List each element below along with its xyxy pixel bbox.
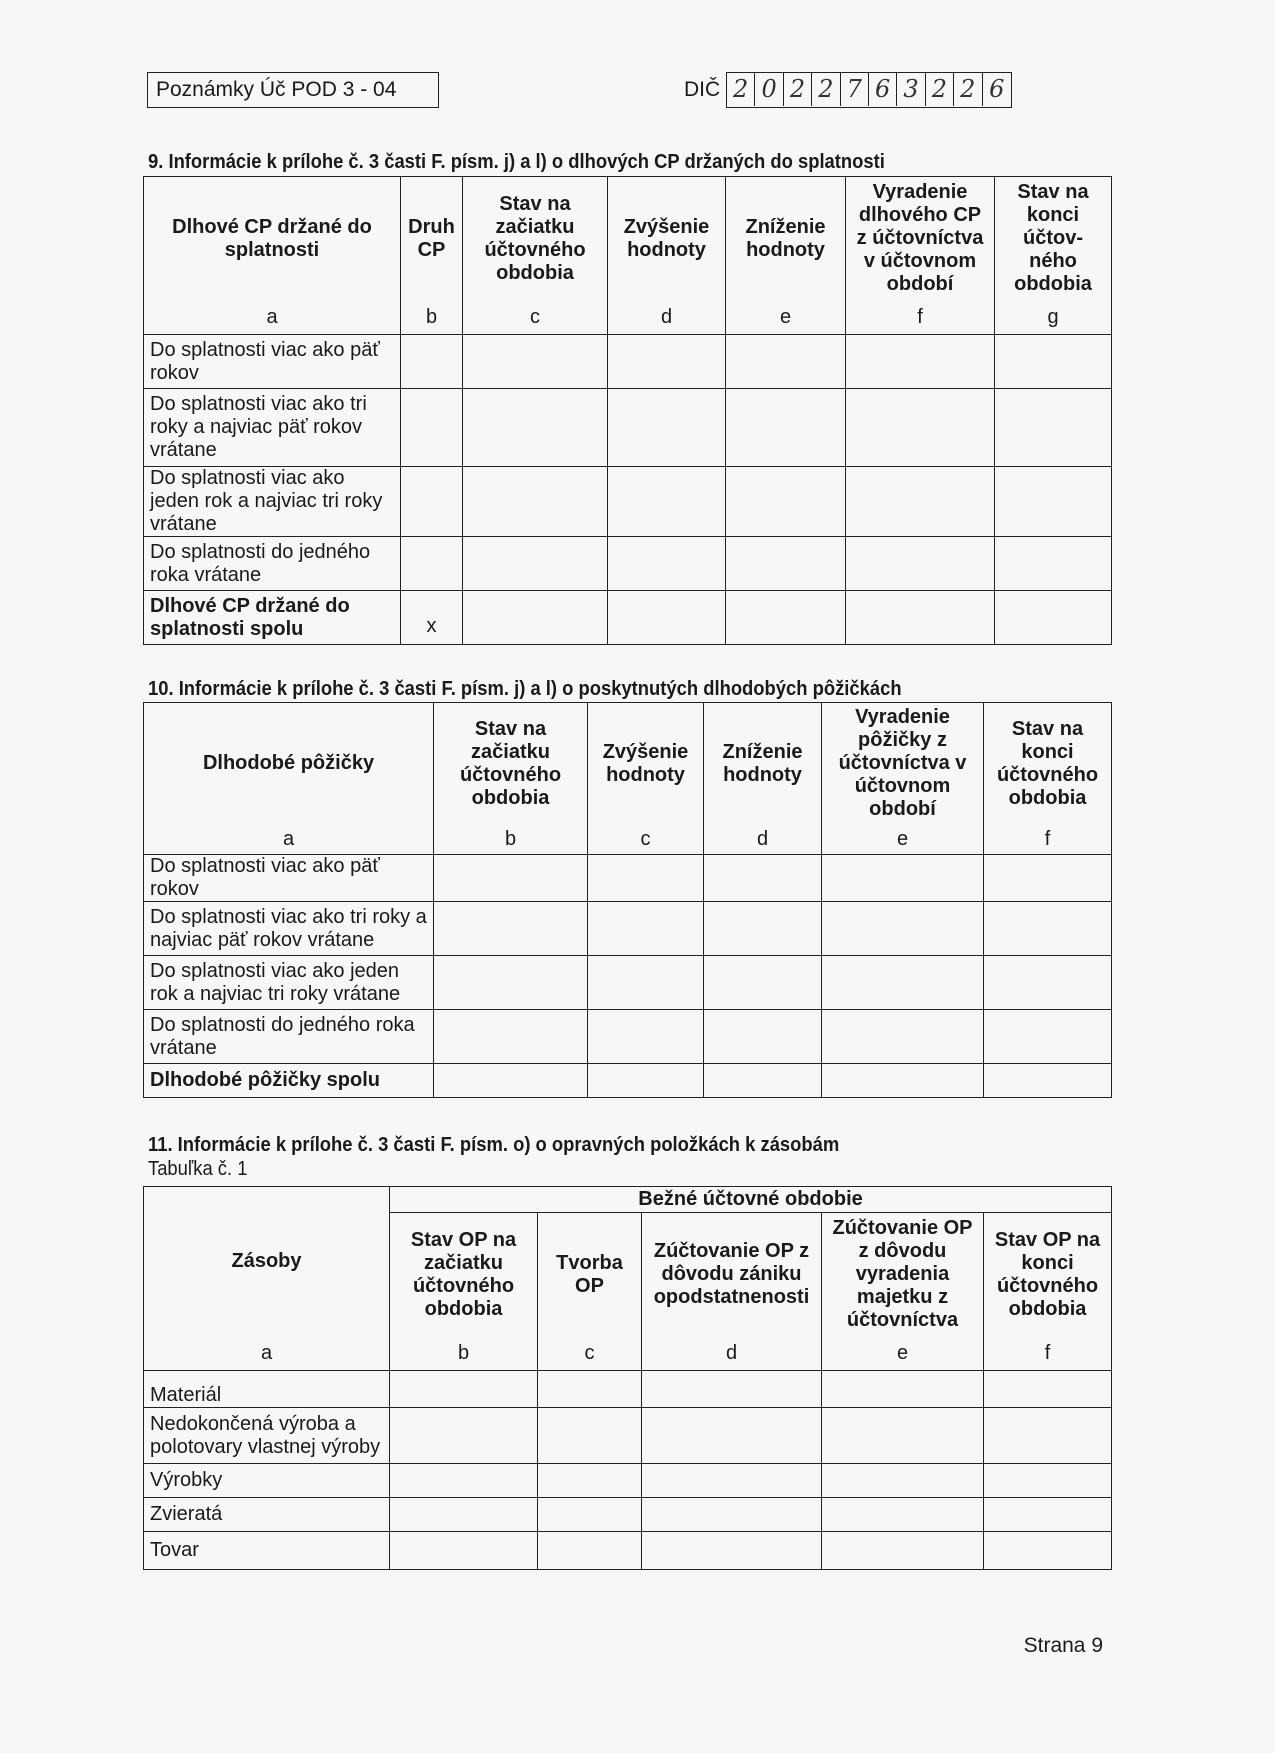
page-number: Strana 9 [1023, 1634, 1103, 1657]
row-label-total: Dlhodobé pôžičky spolu [144, 1064, 434, 1098]
col-header: Vyradenie pôžičky z účtovníctva v účtovnom období [822, 703, 984, 825]
cell[interactable] [822, 1532, 984, 1570]
cell[interactable] [822, 1371, 984, 1408]
cell[interactable] [608, 335, 726, 389]
cell[interactable] [726, 335, 846, 389]
dic-digit: 3 [897, 73, 925, 106]
col-letter: a [144, 301, 401, 335]
dic-digit: 2 [784, 73, 812, 106]
row-label: Tovar [144, 1532, 390, 1570]
cell[interactable] [463, 335, 608, 389]
cell[interactable] [846, 467, 995, 537]
cell[interactable] [846, 591, 995, 645]
cell[interactable] [390, 1464, 538, 1498]
cell[interactable] [538, 1532, 642, 1570]
row-label: Do splatnosti viac ako tri roky a najviac päť rokov vrátane [144, 902, 434, 956]
section11-title: 11. Informácie k prílohe č. 3 časti F. písm. o) o opravných položkách k zásobám [148, 1134, 840, 1156]
row-label: Do splatnosti do jedného roka vrátane [144, 1010, 434, 1064]
cell[interactable] [984, 855, 1112, 902]
cell[interactable] [588, 1064, 704, 1098]
cell[interactable] [704, 902, 822, 956]
cell[interactable] [822, 956, 984, 1010]
cell[interactable] [995, 335, 1112, 389]
cell[interactable] [588, 855, 704, 902]
cell[interactable] [984, 1498, 1112, 1532]
table-row [144, 956, 1112, 1010]
table-row [144, 335, 1112, 389]
cell[interactable] [984, 1464, 1112, 1498]
cell[interactable] [434, 902, 588, 956]
cell[interactable] [608, 467, 726, 537]
row-label: Do splatnosti viac ako tri roky a najviac päť rokov vrátane [144, 389, 401, 467]
cell[interactable] [463, 591, 608, 645]
cell[interactable] [538, 1408, 642, 1464]
cell[interactable] [846, 537, 995, 591]
cell[interactable] [726, 591, 846, 645]
cell[interactable] [822, 1498, 984, 1532]
col-letter: b [401, 301, 463, 335]
col-header: Zníženie hodnoty [726, 177, 846, 301]
row-label: Výrobky [144, 1464, 390, 1498]
cell[interactable] [984, 1064, 1112, 1098]
table-row [144, 1408, 1112, 1464]
col-letter: e [822, 1337, 984, 1371]
cell[interactable] [704, 1010, 822, 1064]
row-label: Do splatnosti viac ako jeden rok a najviac tri roky vrátane [144, 467, 401, 537]
cell[interactable] [822, 855, 984, 902]
dic-digit: 2 [812, 73, 840, 106]
cell[interactable] [984, 902, 1112, 956]
col-header: Stav na konci účtov-ného obdobia [995, 177, 1112, 301]
cell[interactable] [463, 537, 608, 591]
cell[interactable] [642, 1498, 822, 1532]
col-letter: c [588, 825, 704, 855]
section10-title: 10. Informácie k prílohe č. 3 časti F. písm. j) a l) o poskytnutých dlhodobých pôžičkách [148, 678, 902, 700]
col-letter: d [608, 301, 726, 335]
table-row [144, 537, 1112, 591]
col-letter: c [463, 301, 608, 335]
row-label-total: Dlhové CP držané do splatnosti spolu [144, 591, 401, 645]
cell[interactable] [846, 335, 995, 389]
cell[interactable] [704, 956, 822, 1010]
col-header: Stav OP na konci účtovného obdobia [984, 1213, 1112, 1337]
cell[interactable] [726, 467, 846, 537]
table-row [144, 1064, 1112, 1098]
table-row [144, 1498, 1112, 1532]
cell[interactable] [995, 537, 1112, 591]
cell-type[interactable] [401, 389, 463, 467]
cell[interactable] [463, 389, 608, 467]
table-row [144, 591, 1112, 645]
col-letter: e [822, 825, 984, 855]
dic-label: DIČ [684, 78, 721, 101]
group-header: Bežné účtovné obdobie [390, 1187, 1112, 1213]
table-row [144, 467, 1112, 537]
cell[interactable] [538, 1371, 642, 1408]
cell[interactable] [822, 1064, 984, 1098]
col-header: Zníženie hodnoty [704, 703, 822, 825]
cell[interactable] [642, 1464, 822, 1498]
section11-subtitle: Tabuľka č. 1 [148, 1158, 248, 1180]
cell[interactable] [390, 1371, 538, 1408]
row-label: Do splatnosti viac ako päť rokov [144, 855, 434, 902]
cell[interactable] [984, 1408, 1112, 1464]
section11-table [143, 1186, 1112, 1570]
cell[interactable] [704, 1064, 822, 1098]
col-header: Dlhové CP držané do splatnosti [144, 177, 401, 301]
cell[interactable] [588, 902, 704, 956]
dic-digit: 2 [954, 73, 982, 106]
col-header: Stav OP na začiatku účtovného obdobia [390, 1213, 538, 1337]
col-letter: f [984, 825, 1112, 855]
cell[interactable] [390, 1498, 538, 1532]
table-row [144, 1010, 1112, 1064]
cell[interactable] [434, 1010, 588, 1064]
row-label: Nedokončená výroba a polotovary vlastnej výroby [144, 1408, 390, 1464]
cell[interactable] [642, 1371, 822, 1408]
col-header: Vyradenie dlhového CP z účtovníctva v účtovnom období [846, 177, 995, 301]
cell[interactable] [995, 591, 1112, 645]
dic-digit: 0 [755, 73, 783, 106]
table-row [144, 1371, 1112, 1408]
cell[interactable] [726, 537, 846, 591]
cell[interactable] [538, 1498, 642, 1532]
cell[interactable] [984, 1010, 1112, 1064]
table-row [144, 855, 1112, 902]
col-letter: d [704, 825, 822, 855]
col-header: Tvorba OP [538, 1213, 642, 1337]
section9-title: 9. Informácie k prílohe č. 3 časti F. písm. j) a l) o dlhových CP držaných do splatnosti [148, 151, 885, 173]
cell[interactable] [984, 1532, 1112, 1570]
row-label: Do splatnosti viac ako jeden rok a najviac tri roky vrátane [144, 956, 434, 1010]
table-row [144, 902, 1112, 956]
cell[interactable] [704, 855, 822, 902]
cell[interactable] [434, 1064, 588, 1098]
cell[interactable] [463, 467, 608, 537]
table-row [144, 389, 1112, 467]
cell[interactable] [434, 855, 588, 902]
col-letter: a [144, 1337, 390, 1371]
cell-type: x [401, 591, 463, 645]
dic-digit: 2 [727, 73, 755, 106]
cell[interactable] [608, 591, 726, 645]
col-header: Zásoby [144, 1187, 390, 1337]
cell[interactable] [538, 1464, 642, 1498]
table-row [144, 1532, 1112, 1570]
col-header: Zúčtovanie OP z dôvodu zániku opodstatnenosti [642, 1213, 822, 1337]
cell[interactable] [588, 956, 704, 1010]
col-letter: c [538, 1337, 642, 1371]
col-header: Stav na začiatku účtovného obdobia [434, 703, 588, 825]
cell[interactable] [434, 956, 588, 1010]
cell[interactable] [390, 1408, 538, 1464]
dic-field [726, 72, 1012, 108]
col-letter: b [434, 825, 588, 855]
form-label: Poznámky Úč POD 3 - 04 [147, 72, 439, 108]
col-letter: f [846, 301, 995, 335]
col-letter: b [390, 1337, 538, 1371]
col-header: Zúčtovanie OP z dôvodu vyradenia majetku z účtovníctva [822, 1213, 984, 1337]
col-letter: g [995, 301, 1112, 335]
row-label: Do splatnosti do jedného roka vrátane [144, 537, 401, 591]
cell[interactable] [995, 467, 1112, 537]
row-label: Materiál [144, 1371, 390, 1408]
table-row [144, 1464, 1112, 1498]
cell[interactable] [822, 902, 984, 956]
cell[interactable] [995, 389, 1112, 467]
cell[interactable] [588, 1010, 704, 1064]
row-label: Zvieratá [144, 1498, 390, 1532]
dic-digit: 6 [869, 73, 897, 106]
cell-type[interactable] [401, 335, 463, 389]
cell[interactable] [984, 1371, 1112, 1408]
cell[interactable] [642, 1532, 822, 1570]
col-header: Zvýšenie hodnoty [588, 703, 704, 825]
cell[interactable] [984, 956, 1112, 1010]
cell[interactable] [822, 1408, 984, 1464]
dic-digit: 7 [841, 73, 869, 106]
cell[interactable] [822, 1010, 984, 1064]
cell-type[interactable] [401, 467, 463, 537]
cell[interactable] [608, 537, 726, 591]
dic-digit: 6 [989, 75, 1005, 103]
row-label: Do splatnosti viac ako päť rokov [144, 335, 401, 389]
cell-type[interactable] [401, 537, 463, 591]
cell[interactable] [726, 389, 846, 467]
col-header: Dlhodobé pôžičky [144, 703, 434, 825]
col-header: Zvýšenie hodnoty [608, 177, 726, 301]
col-letter: d [642, 1337, 822, 1371]
col-header: Stav na začiatku účtovného obdobia [463, 177, 608, 301]
col-letter: f [984, 1337, 1112, 1371]
dic-digit: 2 [926, 73, 954, 106]
cell[interactable] [822, 1464, 984, 1498]
col-header: Druh CP [401, 177, 463, 301]
col-letter: a [144, 825, 434, 855]
cell[interactable] [642, 1408, 822, 1464]
cell[interactable] [846, 389, 995, 467]
cell[interactable] [608, 389, 726, 467]
col-letter: e [726, 301, 846, 335]
col-header: Stav na konci účtovného obdobia [984, 703, 1112, 825]
section10-table [143, 702, 1112, 1098]
cell[interactable] [390, 1532, 538, 1570]
section9-table [143, 176, 1112, 645]
